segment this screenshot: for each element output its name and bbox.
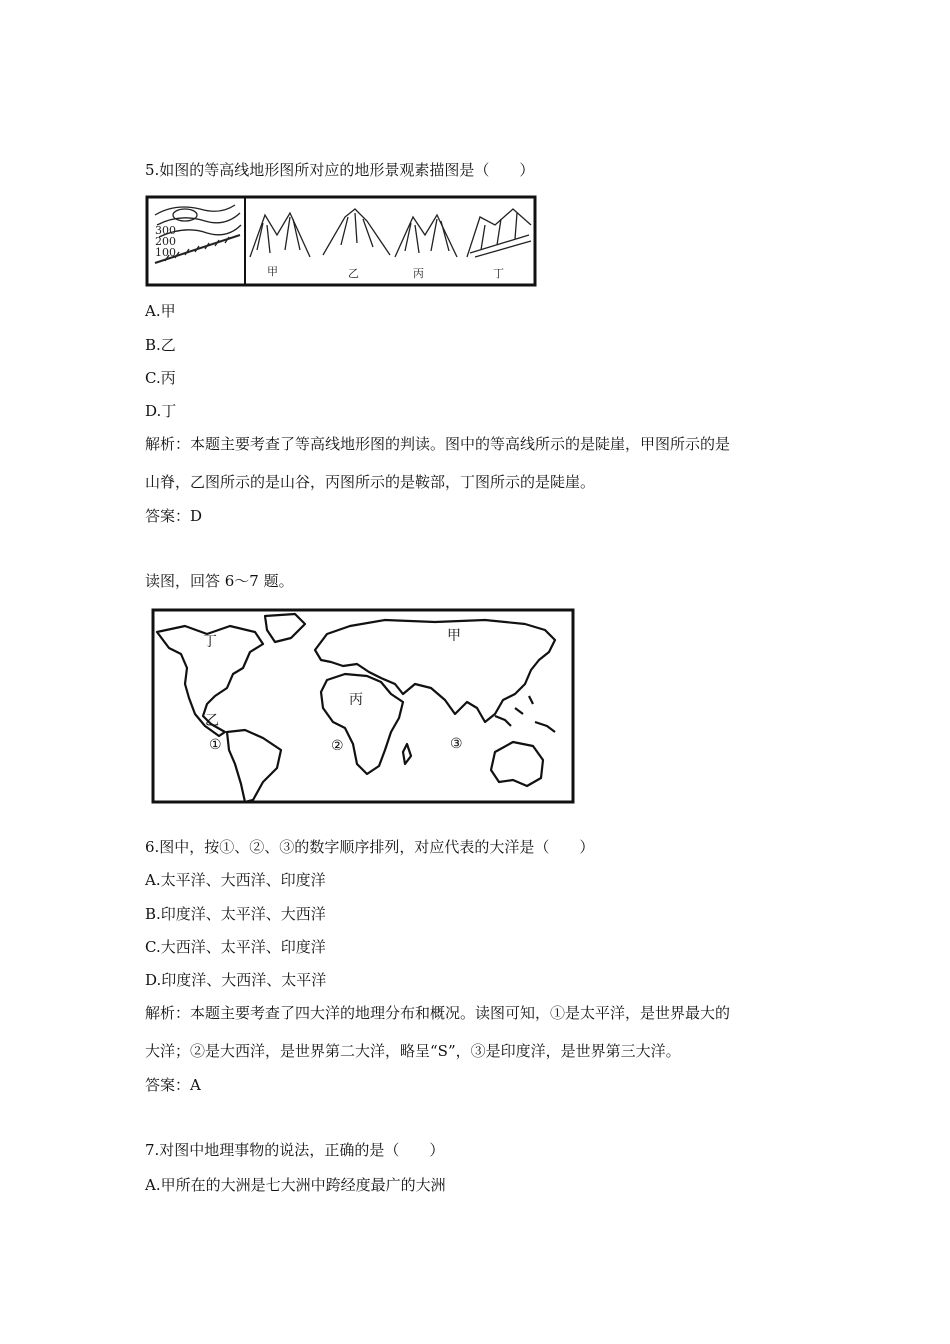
contour-label: 100 (155, 246, 176, 259)
q5-option-c: C.丙 (145, 369, 176, 387)
q7-option-a: A.甲所在的大洲是七大洲中跨经度最广的大洲 (145, 1176, 446, 1194)
intro-6-7: 读图，回答 6～7 题。 (145, 572, 294, 590)
map-label-ocean-1: ① (209, 737, 222, 753)
panel-label-jia: 甲 (267, 265, 278, 278)
map-label-ding: 丁 (203, 634, 217, 650)
map-label-ocean-3: ③ (450, 736, 463, 752)
q6-option-a: A.太平洋、大西洋、印度洋 (145, 871, 326, 889)
q5-answer: 答案：D (145, 507, 203, 525)
q6-answer: 答案：A (145, 1076, 201, 1094)
panel-label-bing: 丙 (413, 267, 424, 280)
map-label-ocean-2: ② (331, 738, 344, 754)
q6-analysis: 解析：本题主要考查了四大洋的地理分布和概况。读图可知，①是太平洋，是世界最大的 (145, 1004, 731, 1022)
map-label-bing: 丙 (349, 692, 363, 708)
map-label-yi: 乙 (205, 713, 219, 729)
contour-label: 300 (155, 224, 176, 237)
q6-stem: 6.图中，按①、②、③的数字顺序排列，对应代表的大洋是（ ） (145, 838, 595, 856)
contour-label: 200 (155, 235, 176, 248)
panel-label-ding: 丁 (493, 267, 504, 280)
world-map (145, 604, 585, 810)
q5-analysis: 解析：本题主要考查了等高线地形图的判读。图中的等高线所示的是陡崖，甲图所示的是 (145, 435, 731, 453)
q6-analysis: 大洋；②是大西洋，是世界第二大洋，略呈“S”，③是印度洋，是世界第三大洋。 (145, 1042, 681, 1060)
q5-option-d: D.丁 (145, 402, 177, 420)
q5-stem: 5.如图的等高线地形图所对应的地形景观素描图是（ ） (145, 161, 535, 179)
q5-option-a: A.甲 (145, 302, 176, 320)
q6-option-c: C.大西洋、太平洋、印度洋 (145, 938, 326, 956)
q6-option-d: D.印度洋、大西洋、太平洋 (145, 971, 327, 989)
q5-figure (145, 195, 537, 287)
q5-option-b: B.乙 (145, 336, 176, 354)
map-label-jia: 甲 (447, 628, 461, 644)
panel-label-yi: 乙 (348, 267, 359, 280)
q6-option-b: B.印度洋、太平洋、大西洋 (145, 905, 326, 923)
q7-stem: 7.对图中地理事物的说法，正确的是（ ） (145, 1141, 445, 1159)
q5-analysis: 山脊，乙图所示的是山谷，丙图所示的是鞍部，丁图所示的是陡崖。 (145, 473, 596, 491)
